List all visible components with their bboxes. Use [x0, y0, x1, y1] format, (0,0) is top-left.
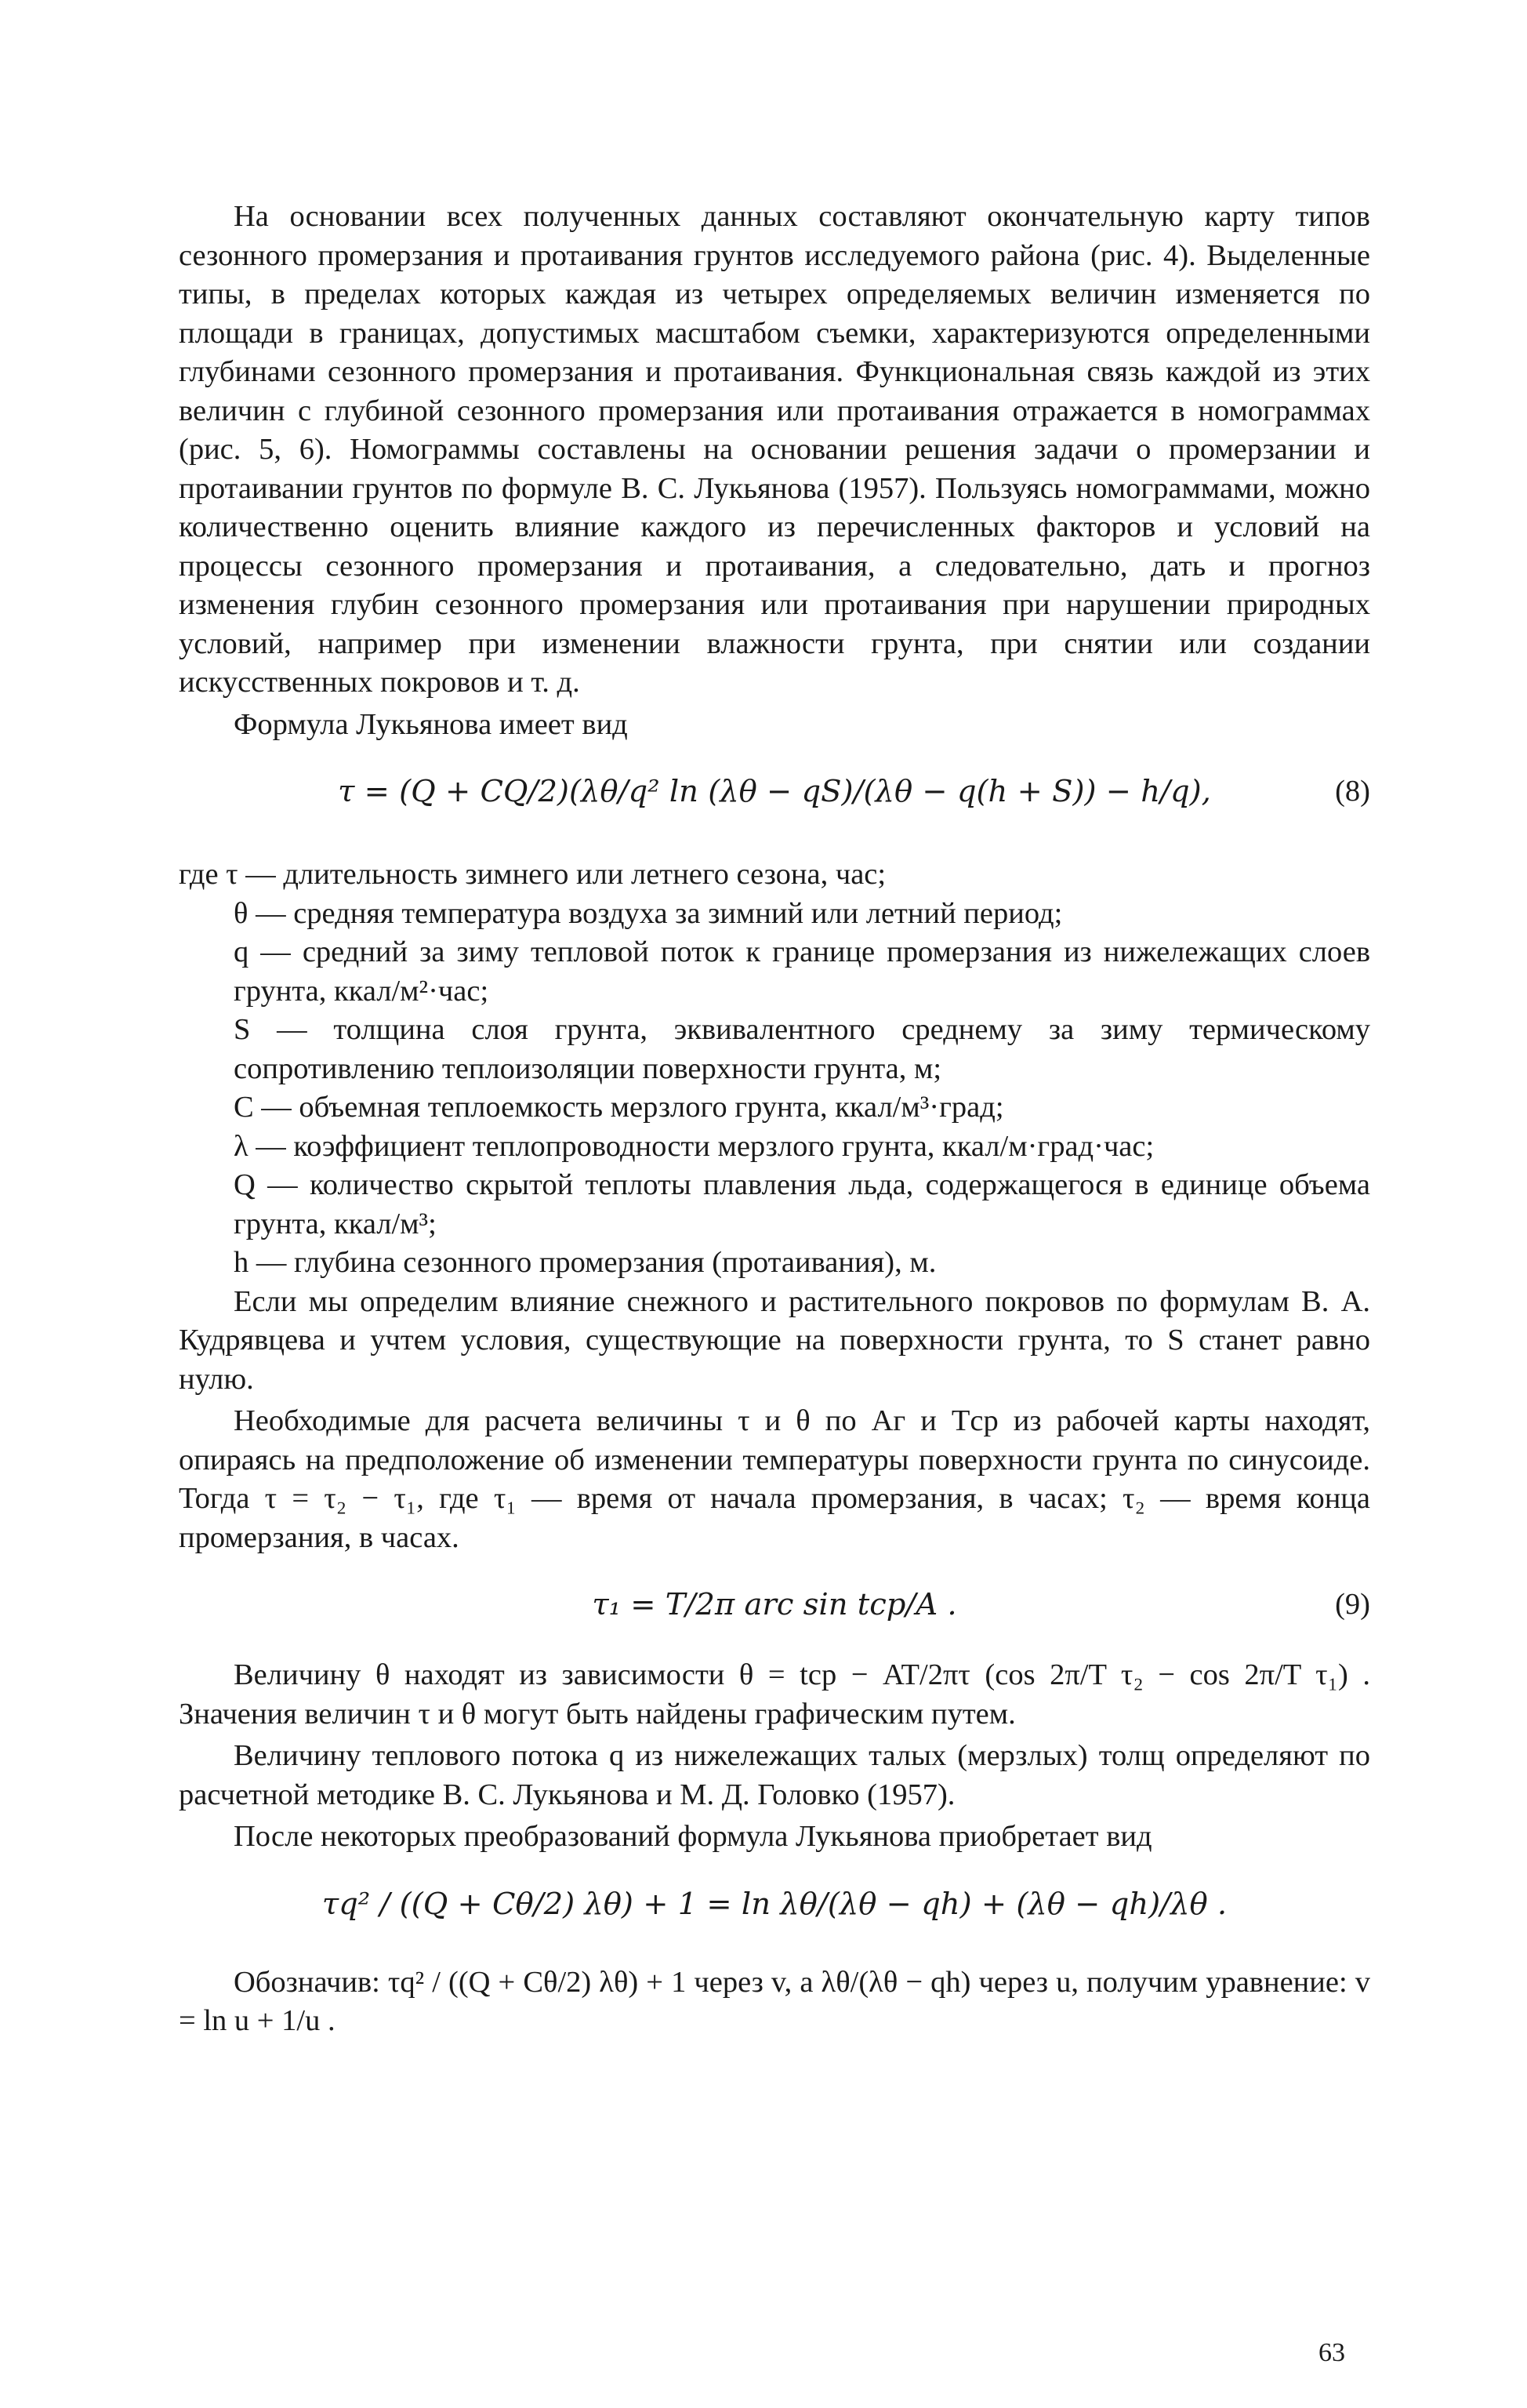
paragraph-8: Обозначив: τq² / ((Q + Cθ/2) λθ) + 1 через v, а λθ/(λθ − qh) через u, получим уравнение: v = ln u + 1/u .	[179, 1965, 1370, 2037]
definition-s: S — толщина слоя грунта, эквивалентного среднему за зиму термическому сопротивлению теплоизоляции поверхности грунта, м;	[234, 1013, 1370, 1085]
equation-8	[179, 749, 1370, 846]
paragraph-5: Величину θ находят из зависимости θ = tср − AT/2πτ (cos 2π/T τ₂ − cos 2π/T τ₁) . Значения величин τ и θ могут быть найдены графическим путем.	[179, 1658, 1370, 1731]
paragraph-4: Необходимые для расчета величины τ и θ по Aг и Tср из рабочей карты находят, опираясь на предположение об изменении температуры поверхности грунта по синусоиде. Тогда τ = τ₂ − τ₁, где τ₁ — время от начала промерзания, в часах; τ₂ — время конца промерзания, в часах.	[179, 1404, 1370, 1554]
definition-theta: θ — средняя температура воздуха за зимний или летний период;	[234, 896, 1063, 930]
equation-10	[179, 1861, 1370, 1956]
definitions-list	[179, 855, 1370, 1283]
equation-8-formula: τ = (Q + CQ/2)(λθ/q² ln (λθ − qS)/(λθ − q(h + S)) − h/q),	[338, 774, 1211, 809]
paragraph-6: Величину теплового потока q из нижележащих талых (мерзлых) толщ определяют по расчетной методике В. С. Лукьянова и М. Д. Головко (1957).	[179, 1739, 1370, 1811]
paragraph-3: Если мы определим влияние снежного и растительного покровов по формулам В. А. Кудрявцева и учтем условия, существующие на поверхности грунта, то S станет равно нулю.	[179, 1284, 1370, 1396]
paragraph-7: После некоторых преобразований формула Лукьянова приобретает вид	[234, 1820, 1152, 1853]
definition-c: C — объемная теплоемкость мерзлого грунта, ккал/м³·град;	[234, 1091, 1004, 1124]
equation-9-number: (9)	[1335, 1588, 1370, 1621]
equation-9	[179, 1562, 1370, 1648]
definition-lambda: λ — коэффициент теплопроводности мерзлого грунта, ккал/м·град·час;	[234, 1129, 1155, 1163]
page-number: 63	[1318, 2338, 1345, 2367]
paragraph-2: Формула Лукьянова имеет вид	[234, 707, 628, 741]
equation-9-formula: τ₁ = T/2π arc sin tср/A .	[592, 1587, 957, 1622]
page-body	[179, 198, 1370, 2041]
definition-q: q — средний за зиму тепловой поток к границе промерзания из нижележащих слоев грунта, ккал/м²·час;	[234, 935, 1370, 1008]
definition-big-q: Q — количество скрытой теплоты плавления льда, содержащегося в единице объема грунта, ккал/м³;	[234, 1168, 1370, 1240]
equation-10-formula: τq² / ((Q + Cθ/2) λθ) + 1 = ln λθ/(λθ − qh) + (λθ − qh)/λθ .	[321, 1886, 1228, 1922]
definition-h: h — глубина сезонного промерзания (протаивания), м.	[234, 1246, 937, 1279]
paragraph-1: На основании всех полученных данных составляют окончательную карту типов сезонного промерзания и протаивания грунтов исследуемого района (рис. 4). Выделенные типы, в пределах которых каждая из четырех определяемых величин изменяется по площади в границах, допустимых масштабом съемки, характеризуются определенными глубинами сезонного промерзания и протаивания. Функциональная связь каждой из этих величин с глубиной сезонного промерзания или протаивания отражается в номограммах (рис. 5, 6). Номограммы составлены на основании решения задачи о промерзании и протаивании грунтов по формуле В. С. Лукьянова (1957). Пользуясь номограммами, можно количественно оценить влияние каждого из перечисленных факторов и условий на процессы сезонного промерзания и протаивания, а следовательно, дать и прогноз изменения глубин сезонного промерзания или протаивания при нарушении природных условий, например при изменении влажности грунта, при снятии или создании искусственных покровов и т. д.	[179, 200, 1370, 699]
equation-8-number: (8)	[1335, 775, 1370, 808]
definition-tau: где τ — длительность зимнего или летнего сезона, час;	[179, 858, 887, 891]
